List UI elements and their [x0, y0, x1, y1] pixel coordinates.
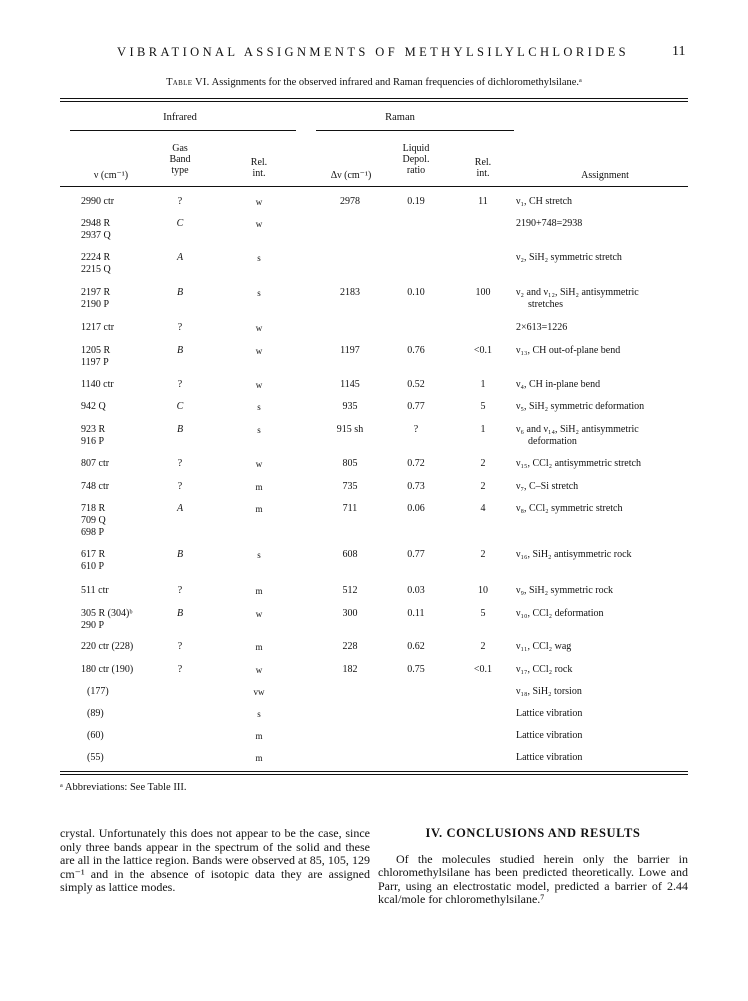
cell-ir-rel-int: s: [257, 709, 261, 719]
cell-raman-rel-int: <0.1: [473, 345, 493, 356]
col-header-depol: Liquid Depol. ratio: [402, 143, 430, 176]
cell-raman-rel-int: 100: [475, 287, 491, 298]
cell-raman-shift: 711: [342, 503, 358, 514]
cell-assignment: [516, 401, 696, 413]
assignment-line: ν₁₆, SiH₂ antisymmetric rock: [516, 549, 632, 560]
frequency-line: 2190 P: [81, 299, 110, 310]
assignment-line: ν₁, CH stretch: [516, 196, 573, 207]
cell-raman-rel-int: 2: [480, 481, 486, 492]
page-number: 11: [672, 44, 686, 59]
cell-frequency: [81, 196, 171, 208]
cell-frequency: [81, 549, 171, 573]
assignment-line: ν₁₁, CCl₂ wag: [516, 641, 572, 652]
frequency-line: 180 ctr (190): [81, 664, 134, 675]
cell-depol-ratio: 0.11: [407, 608, 425, 619]
cell-ir-rel-int: s: [257, 425, 261, 435]
frequency-line: 698 P: [81, 527, 105, 538]
cell-frequency: [87, 752, 177, 764]
cell-raman-shift: 182: [342, 664, 358, 675]
cell-ir-rel-int: w: [255, 459, 263, 469]
cell-ir-rel-int: w: [255, 380, 263, 390]
assignment-line: Lattice vibration: [516, 752, 583, 763]
cell-frequency: [81, 379, 171, 391]
frequency-line: (89): [87, 708, 104, 719]
assignment-line: ν₁₃, CH out-of-plane bend: [516, 345, 621, 356]
cell-raman-rel-int: 1: [480, 424, 486, 435]
frequency-line: 807 ctr: [81, 458, 110, 469]
cell-band-type: A: [176, 252, 184, 263]
frequency-line: 2937 Q: [81, 230, 111, 241]
assignment-line: ν₂ and ν₁₂, SiH₂ antisymmetric: [516, 287, 639, 298]
cell-assignment: [516, 345, 696, 357]
cell-assignment: [516, 608, 696, 620]
cell-band-type: ?: [177, 322, 183, 333]
assignment-line: Lattice vibration: [516, 730, 583, 741]
cell-raman-shift: 300: [342, 608, 358, 619]
frequency-line: 942 Q: [81, 401, 106, 412]
cell-ir-rel-int: w: [255, 323, 263, 333]
frequency-line: 2224 R: [81, 252, 111, 263]
assignment-line: ν₇, C–Si stretch: [516, 481, 579, 492]
cell-assignment: [516, 664, 696, 676]
assignment-line: ν₅, SiH₂ symmetric deformation: [516, 401, 645, 412]
assignment-line: ν₄, CH in-plane bend: [516, 379, 601, 390]
cell-band-type: B: [176, 549, 184, 560]
cell-ir-rel-int: m: [255, 482, 263, 492]
cell-frequency: [81, 481, 171, 493]
cell-assignment: [516, 686, 696, 698]
cell-depol-ratio: ?: [413, 424, 419, 435]
assignment-line: ν₁₀, CCl₂ deformation: [516, 608, 604, 619]
cell-assignment: [516, 585, 696, 597]
cell-raman-rel-int: 2: [480, 458, 486, 469]
cell-depol-ratio: 0.72: [407, 458, 425, 469]
frequency-line: 511 ctr: [81, 585, 109, 596]
cell-raman-rel-int: <0.1: [473, 664, 493, 675]
cell-frequency: [81, 218, 171, 242]
cell-frequency: [81, 252, 171, 276]
cell-raman-shift: 228: [342, 641, 358, 652]
cell-assignment: [516, 503, 696, 515]
cell-frequency: [81, 664, 171, 676]
cell-frequency: [87, 730, 177, 742]
running-head: VIBRATIONAL ASSIGNMENTS OF METHYLSILYLCHLORIDES: [117, 45, 629, 59]
section-heading: IV. CONCLUSIONS AND RESULTS: [425, 826, 641, 840]
cell-raman-rel-int: 10: [478, 585, 488, 596]
frequency-line: 617 R: [81, 549, 106, 560]
cell-ir-rel-int: w: [255, 609, 263, 619]
cell-raman-rel-int: 11: [478, 196, 488, 207]
cell-assignment: [516, 218, 696, 230]
cell-depol-ratio: 0.75: [407, 664, 425, 675]
group-infrared: Infrared: [163, 112, 197, 123]
col-header-raman-rel-int: Rel. int.: [474, 157, 492, 179]
frequency-line: 220 ctr (228): [81, 641, 134, 652]
cell-band-type: C: [176, 401, 184, 412]
cell-band-type: ?: [177, 481, 183, 492]
cell-assignment: [516, 379, 696, 391]
table-caption: [60, 77, 688, 88]
bottom-rule: [60, 771, 688, 772]
assignment-line: Lattice vibration: [516, 708, 583, 719]
frequency-line: 2197 R: [81, 287, 111, 298]
assignment-line: ν₆ and ν₁₄, SiH₂ antisymmetric: [516, 424, 639, 435]
frequency-line: 2215 Q: [81, 264, 111, 275]
cell-frequency: [81, 641, 171, 653]
cell-assignment: [516, 287, 696, 311]
frequency-line: (55): [87, 752, 104, 763]
frequency-line: 916 P: [81, 436, 105, 447]
assignment-line: ν₈, CCl₂ symmetric stretch: [516, 503, 623, 514]
cell-assignment: [516, 549, 696, 561]
frequency-line: 610 P: [81, 561, 105, 572]
assignment-line: ν₉, SiH₂ symmetric rock: [516, 585, 614, 596]
cell-frequency: [87, 708, 177, 720]
frequency-line: 1205 R: [81, 345, 111, 356]
frequency-line: 1197 P: [81, 357, 109, 368]
cell-assignment: [516, 708, 696, 720]
cell-ir-rel-int: m: [255, 753, 263, 763]
cell-assignment: [516, 641, 696, 653]
assignment-line: ν₂, SiH₂ symmetric stretch: [516, 252, 622, 263]
table-label: Table VI.: [166, 77, 210, 88]
cell-depol-ratio: 0.62: [407, 641, 425, 652]
cell-band-type: ?: [177, 585, 183, 596]
cell-frequency: [87, 686, 177, 698]
assignment-line: 2190+748=2938: [516, 218, 583, 229]
cell-band-type: ?: [177, 196, 183, 207]
cell-depol-ratio: 0.73: [407, 481, 425, 492]
caption-text: Assignments for the observed infrared and Raman frequencies of dichloromethylsilane.ᵃ: [211, 77, 582, 88]
top-rule-double: [60, 101, 688, 102]
col-header-dnu: Δν (cm⁻¹): [330, 170, 372, 181]
cell-frequency: [81, 585, 171, 597]
cell-depol-ratio: 0.10: [407, 287, 425, 298]
col-header-assignment: Assignment: [581, 170, 629, 181]
frequency-line: (60): [87, 730, 104, 741]
cell-assignment: [516, 196, 696, 208]
cell-raman-shift: 805: [342, 458, 358, 469]
infrared-span-rule: [70, 130, 296, 131]
col-header-band: Gas Band type: [169, 143, 191, 176]
cell-frequency: [81, 401, 171, 413]
col-header-rel-int: Rel. int.: [250, 157, 268, 179]
cell-raman-rel-int: 2: [480, 549, 486, 560]
cell-assignment: [516, 252, 696, 264]
cell-band-type: B: [176, 424, 184, 435]
frequency-line: 305 R (304)ᵇ: [81, 608, 133, 619]
cell-frequency: [81, 458, 171, 470]
cell-ir-rel-int: m: [255, 586, 263, 596]
cell-assignment: [516, 458, 696, 470]
bottom-rule-double: [60, 774, 688, 775]
top-rule: [60, 98, 688, 99]
cell-ir-rel-int: w: [255, 665, 263, 675]
cell-raman-shift: 512: [342, 585, 358, 596]
cell-raman-shift: 1197: [340, 345, 360, 356]
cell-assignment: [516, 481, 696, 493]
cell-raman-shift: 915 sh: [336, 424, 364, 435]
cell-raman-shift: 935: [342, 401, 358, 412]
cell-depol-ratio: 0.77: [407, 549, 425, 560]
frequency-line: 709 Q: [81, 515, 106, 526]
frequency-line: (177): [87, 686, 109, 697]
assignment-line: 2×613=1226: [516, 322, 568, 333]
cell-assignment: [516, 752, 696, 764]
cell-raman-shift: 608: [342, 549, 358, 560]
cell-ir-rel-int: w: [255, 346, 263, 356]
cell-frequency: [81, 608, 171, 632]
frequency-line: 1140 ctr: [81, 379, 114, 390]
assignment-line: ν₁₈, SiH₂ torsion: [516, 686, 582, 697]
frequency-line: 2990 ctr: [81, 196, 115, 207]
frequency-line: 290 P: [81, 620, 105, 631]
cell-ir-rel-int: s: [257, 288, 261, 298]
cell-raman-shift: 2978: [340, 196, 360, 207]
cell-raman-rel-int: 1: [480, 379, 486, 390]
cell-frequency: [81, 287, 171, 311]
cell-depol-ratio: 0.77: [407, 401, 425, 412]
frequency-line: 748 ctr: [81, 481, 110, 492]
cell-frequency: [81, 503, 171, 539]
cell-frequency: [81, 424, 171, 448]
body-right-column: [378, 827, 688, 907]
cell-band-type: ?: [177, 379, 183, 390]
header-rule: [60, 186, 688, 187]
cell-frequency: [81, 322, 171, 334]
cell-ir-rel-int: m: [255, 504, 263, 514]
cell-raman-shift: 735: [342, 481, 358, 492]
assignment-line: deformation: [528, 436, 577, 447]
frequency-line: 718 R: [81, 503, 106, 514]
section-paragraph: Of the molecules studied herein only the barrier in chloromethylsilane has been predicted theoretically. Lowe and Parr, using an electrostatic model, predicted a barrier of 2.44 kcal/mole for chloromethylsilane.⁷: [378, 851, 688, 907]
cell-raman-shift: 2183: [340, 287, 360, 298]
cell-assignment: [516, 730, 696, 742]
assignment-line: ν₁₇, CCl₂ rock: [516, 664, 573, 675]
cell-band-type: B: [176, 608, 184, 619]
frequency-line: 923 R: [81, 424, 106, 435]
cell-band-type: B: [176, 287, 184, 298]
cell-ir-rel-int: m: [255, 642, 263, 652]
cell-raman-shift: 1145: [340, 379, 360, 390]
assignment-line: stretches: [528, 299, 563, 310]
cell-frequency: [81, 345, 171, 369]
cell-band-type: ?: [177, 641, 183, 652]
cell-depol-ratio: 0.19: [407, 196, 425, 207]
cell-ir-rel-int: vw: [253, 687, 265, 697]
cell-raman-rel-int: 4: [480, 503, 486, 514]
cell-raman-rel-int: 5: [480, 401, 486, 412]
cell-ir-rel-int: s: [257, 253, 261, 263]
cell-depol-ratio: 0.06: [407, 503, 425, 514]
cell-band-type: B: [176, 345, 184, 356]
cell-assignment: [516, 322, 696, 334]
cell-ir-rel-int: s: [257, 402, 261, 412]
assignment-line: ν₁₅, CCl₂ antisymmetric stretch: [516, 458, 641, 469]
frequency-line: 2948 R: [81, 218, 111, 229]
raman-span-rule: [316, 130, 514, 131]
frequency-line: 1217 ctr: [81, 322, 115, 333]
cell-band-type: ?: [177, 458, 183, 469]
cell-band-type: C: [176, 218, 184, 229]
cell-ir-rel-int: m: [255, 731, 263, 741]
body-left-column: crystal. Unfortunately this does not appear to be the case, since only three bands appear in the spectrum of the solid and these are all in the lattice region. Bands were observed at 85, 105, 129 cm⁻¹ and in the absence of isotopic data they are assigned simply as lattice modes.: [60, 826, 370, 895]
cell-ir-rel-int: w: [255, 219, 263, 229]
col-header-nu: ν (cm⁻¹): [93, 170, 129, 181]
table-footnote: ᵃ Abbreviations: See Table III.: [60, 782, 187, 793]
cell-depol-ratio: 0.52: [407, 379, 425, 390]
cell-ir-rel-int: s: [257, 550, 261, 560]
cell-raman-rel-int: 2: [480, 641, 486, 652]
cell-band-type: A: [176, 503, 184, 514]
group-raman: Raman: [385, 112, 415, 123]
cell-assignment: [516, 424, 696, 448]
cell-depol-ratio: 0.03: [407, 585, 425, 596]
cell-ir-rel-int: w: [255, 197, 263, 207]
cell-band-type: ?: [177, 664, 183, 675]
cell-raman-rel-int: 5: [480, 608, 486, 619]
cell-depol-ratio: 0.76: [407, 345, 425, 356]
